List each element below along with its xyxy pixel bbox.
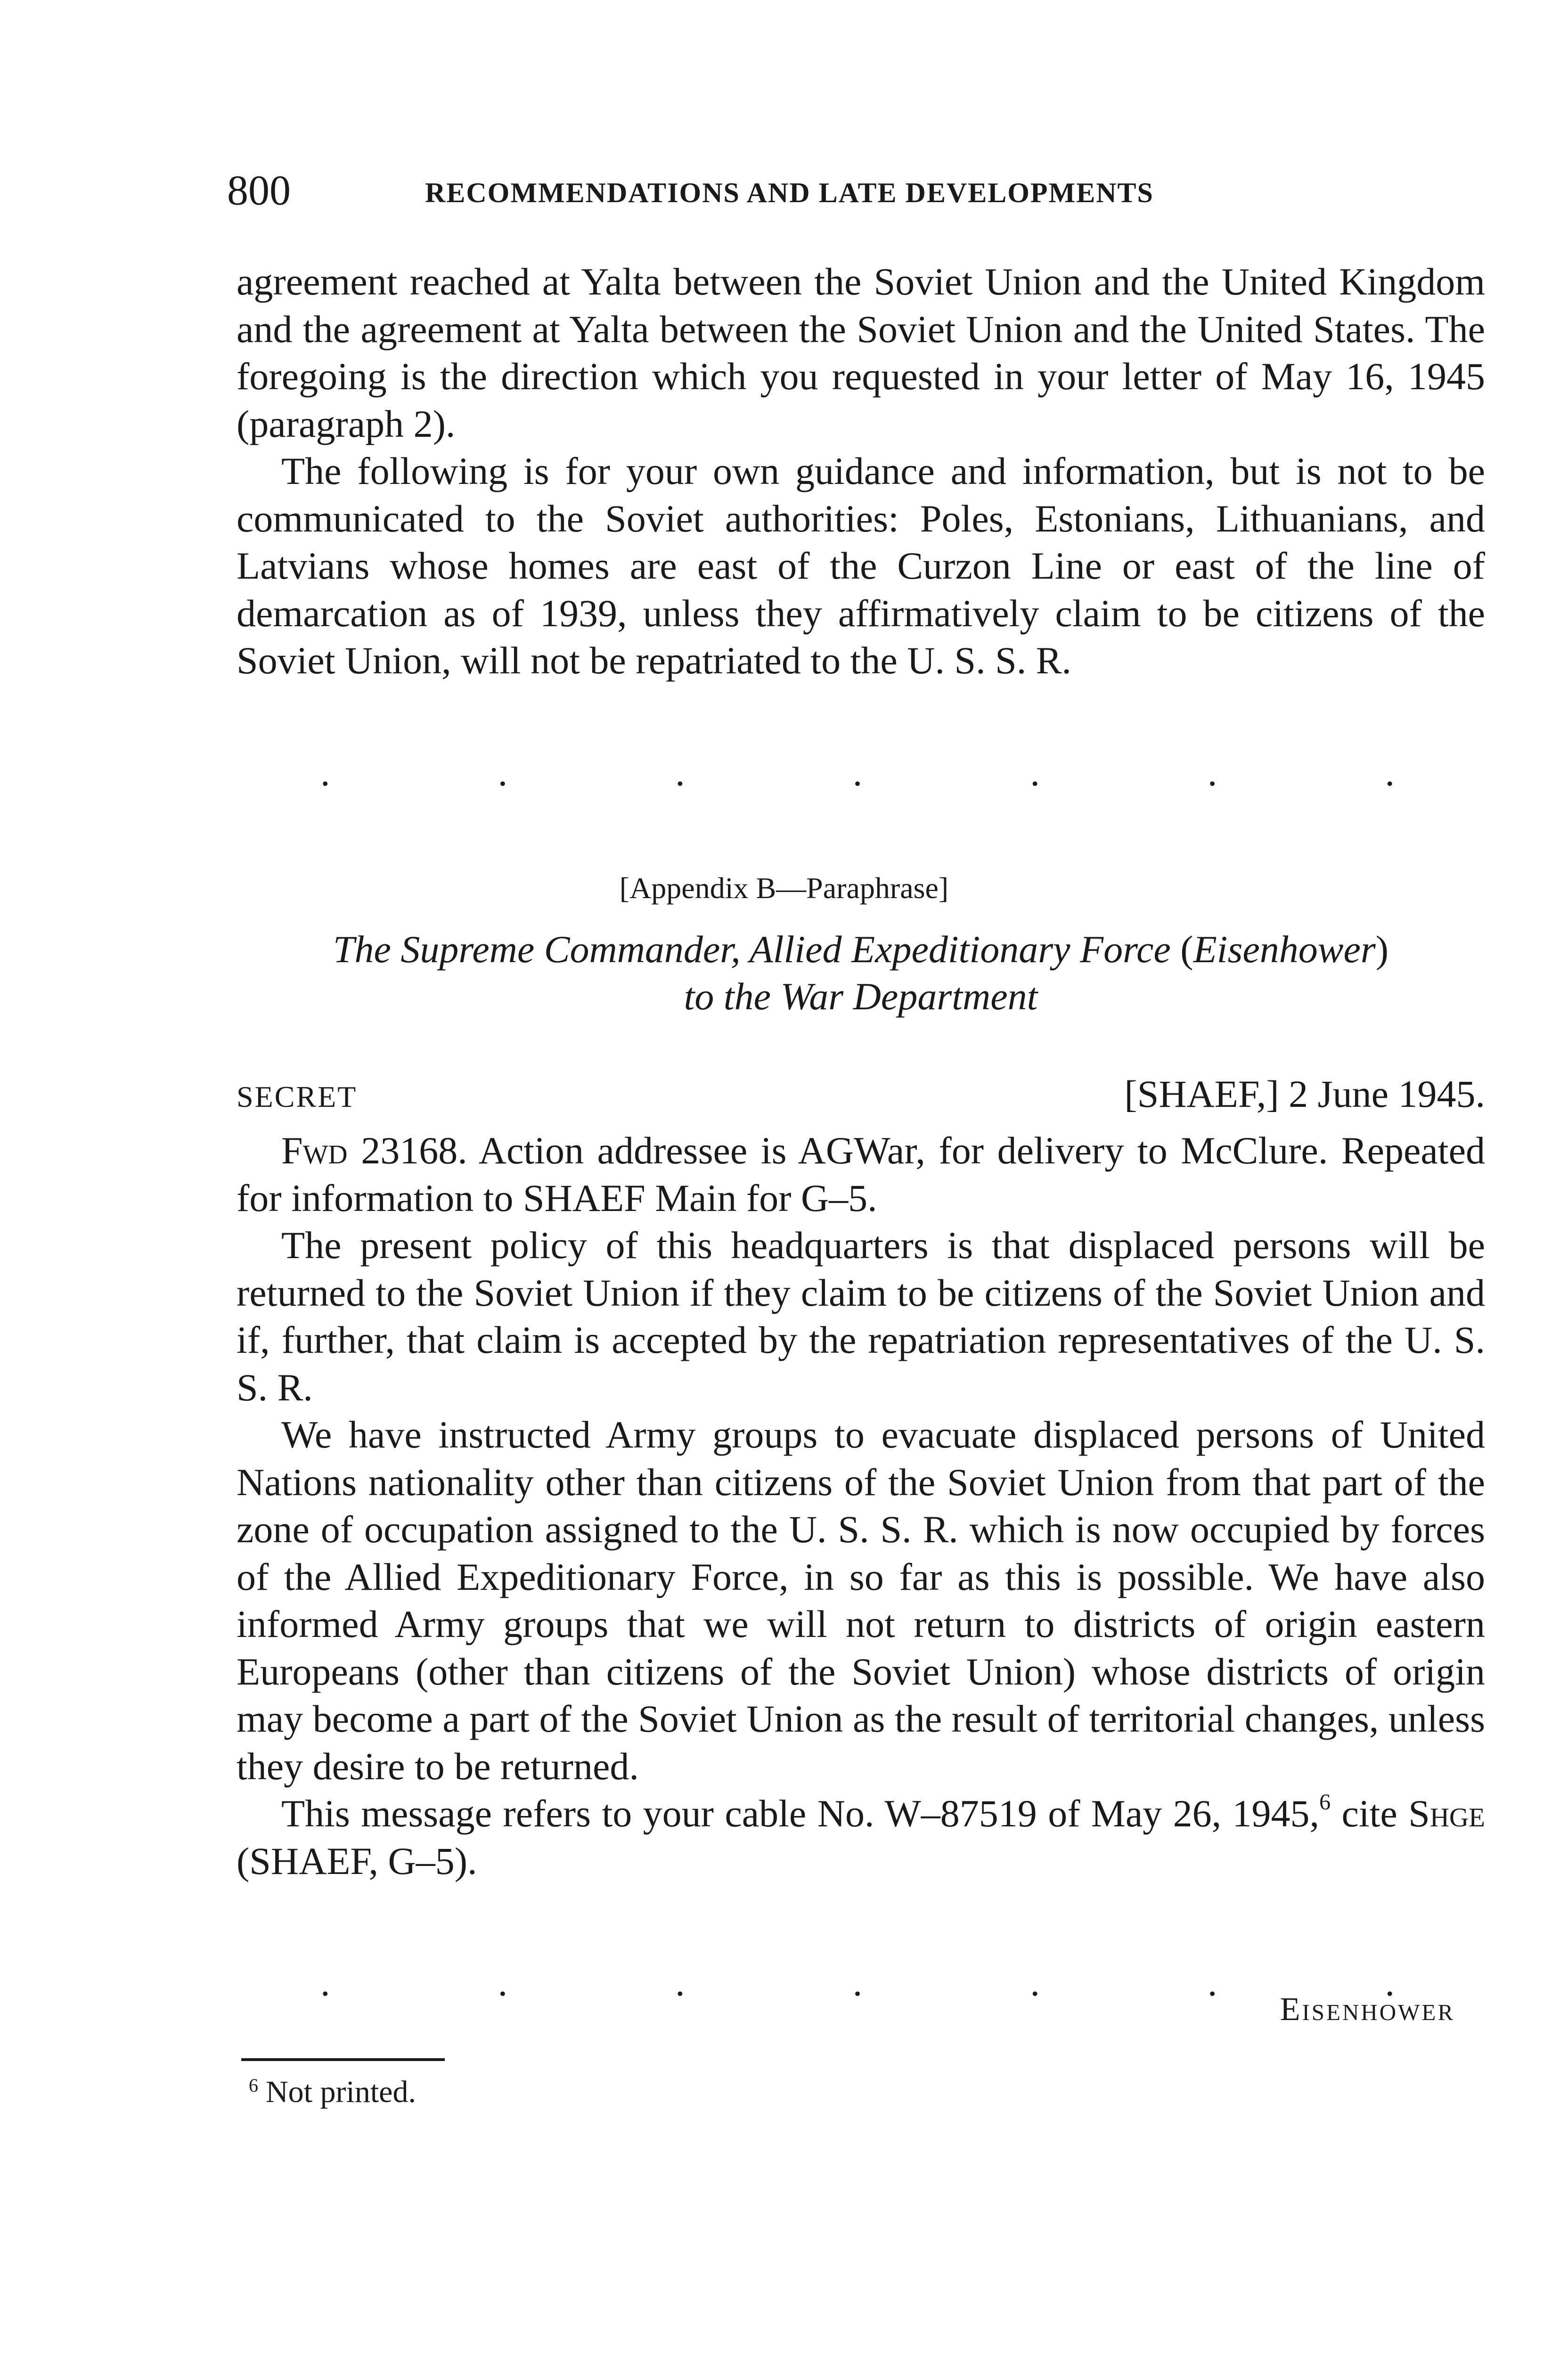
footnote [249, 2071, 416, 2113]
dateline: [SHAEF,] 2 June 1945. [1124, 1072, 1485, 1115]
classification-label: SECRET [237, 1080, 358, 1113]
ellipsis-dot: . [1385, 1961, 1395, 2004]
title-paren-open: ( [1180, 928, 1193, 971]
message-body [237, 1127, 1485, 1885]
message-paragraph-4 [237, 1790, 1485, 1885]
ellipsis-dot: . [498, 1961, 508, 2004]
guidance-paragraph: The following is for your own guidance and information, but is not to be communicated to the Soviet authorities: Poles, Estonians, Lithuanians, and Latvians whose homes are east of the Curzon Line or east of the line of demarcation as of 1939, unless they affirmatively claim to be citizens of the Soviet Union, will not be repatriated to the U. S. S. R. [237, 450, 1485, 682]
ellipsis-dot: . [498, 751, 508, 794]
ellipsis-dot: . [852, 1961, 863, 2004]
ellipsis-row [320, 1961, 1395, 2004]
ellipsis-dot: . [675, 751, 685, 794]
ellipsis-dot: . [1207, 1961, 1217, 2004]
message-cite-code: Shge [1408, 1792, 1485, 1835]
title-sender: The Supreme Commander, Allied Expeditionary Force [333, 928, 1181, 971]
title-paren-close: ) [1375, 928, 1389, 971]
footnote-mark: 6 [249, 2075, 258, 2096]
ellipsis-dot: . [1030, 1961, 1040, 2004]
footnote-reference: 6 [1319, 1790, 1331, 1815]
message-reference-code: Fwd [281, 1129, 348, 1172]
document-title [237, 926, 1485, 1020]
ellipsis-dot: . [1207, 751, 1217, 794]
title-line-1 [237, 926, 1485, 973]
message-paragraph-4-cite: cite [1331, 1792, 1409, 1835]
footnote-rule [241, 2058, 445, 2061]
page-number: 800 [227, 167, 291, 214]
message-paragraph-1-text: 23168. Action addressee is AGWar, for delivery to McClure. Repeated for information to SHAEF Main for G–5. [237, 1129, 1485, 1219]
title-line-2: to the War Department [684, 975, 1038, 1018]
page-header [227, 163, 1499, 219]
ellipsis-row [320, 751, 1395, 794]
top-text-block [237, 258, 1485, 685]
message-paragraph-4-end: (SHAEF, G–5). [237, 1839, 477, 1882]
footnote-text: Not printed. [266, 2075, 416, 2109]
ellipsis-dot: . [1030, 751, 1040, 794]
ellipsis-dot: . [675, 1961, 685, 2004]
message-paragraph-1 [237, 1127, 1485, 1222]
message-paragraph-4-text: This message refers to your cable No. W–87519 of May 26, 1945, [281, 1792, 1320, 1835]
appendix-label: [Appendix B—Paraphrase] [619, 871, 949, 905]
message-paragraph-3: We have instructed Army groups to evacuate displaced persons of United Nations nationality other than citizens of the Soviet Union from that part of the zone of occupation assigned to the U. S. S. R. which is now occupied by forces of the Allied Expeditionary Force, in so far as this is possible. We have also informed Army groups that we will not return to districts of origin eastern Europeans (other than citizens of the Soviet Union) whose districts of origin may become a part of the Soviet Union as the result of territorial changes, unless they desire to be returned. [237, 1413, 1485, 1788]
signature: Eisenhower [1280, 1991, 1455, 2028]
ellipsis-dot: . [852, 751, 863, 794]
continuation-paragraph: agreement reached at Yalta between the Soviet Union and the United Kingdom and the agreement at Yalta between the Soviet Union and the United States. The foregoing is the direction which you requested in your letter of May 16, 1945 (paragraph 2). [237, 260, 1485, 445]
ellipsis-dot: . [320, 751, 330, 794]
ellipsis-dot: . [320, 1961, 330, 2004]
title-sender-name: Eisenhower [1193, 928, 1376, 971]
running-head: RECOMMENDATIONS AND LATE DEVELOPMENTS [425, 177, 1154, 208]
ellipsis-dot: . [1385, 751, 1395, 794]
message-paragraph-2: The present policy of this headquarters is that displaced persons will be returned to the Soviet Union if they claim to be citizens of the Soviet Union and if, further, that claim is accepted by the repatriation representatives of the U. S. S. R. [237, 1224, 1485, 1409]
